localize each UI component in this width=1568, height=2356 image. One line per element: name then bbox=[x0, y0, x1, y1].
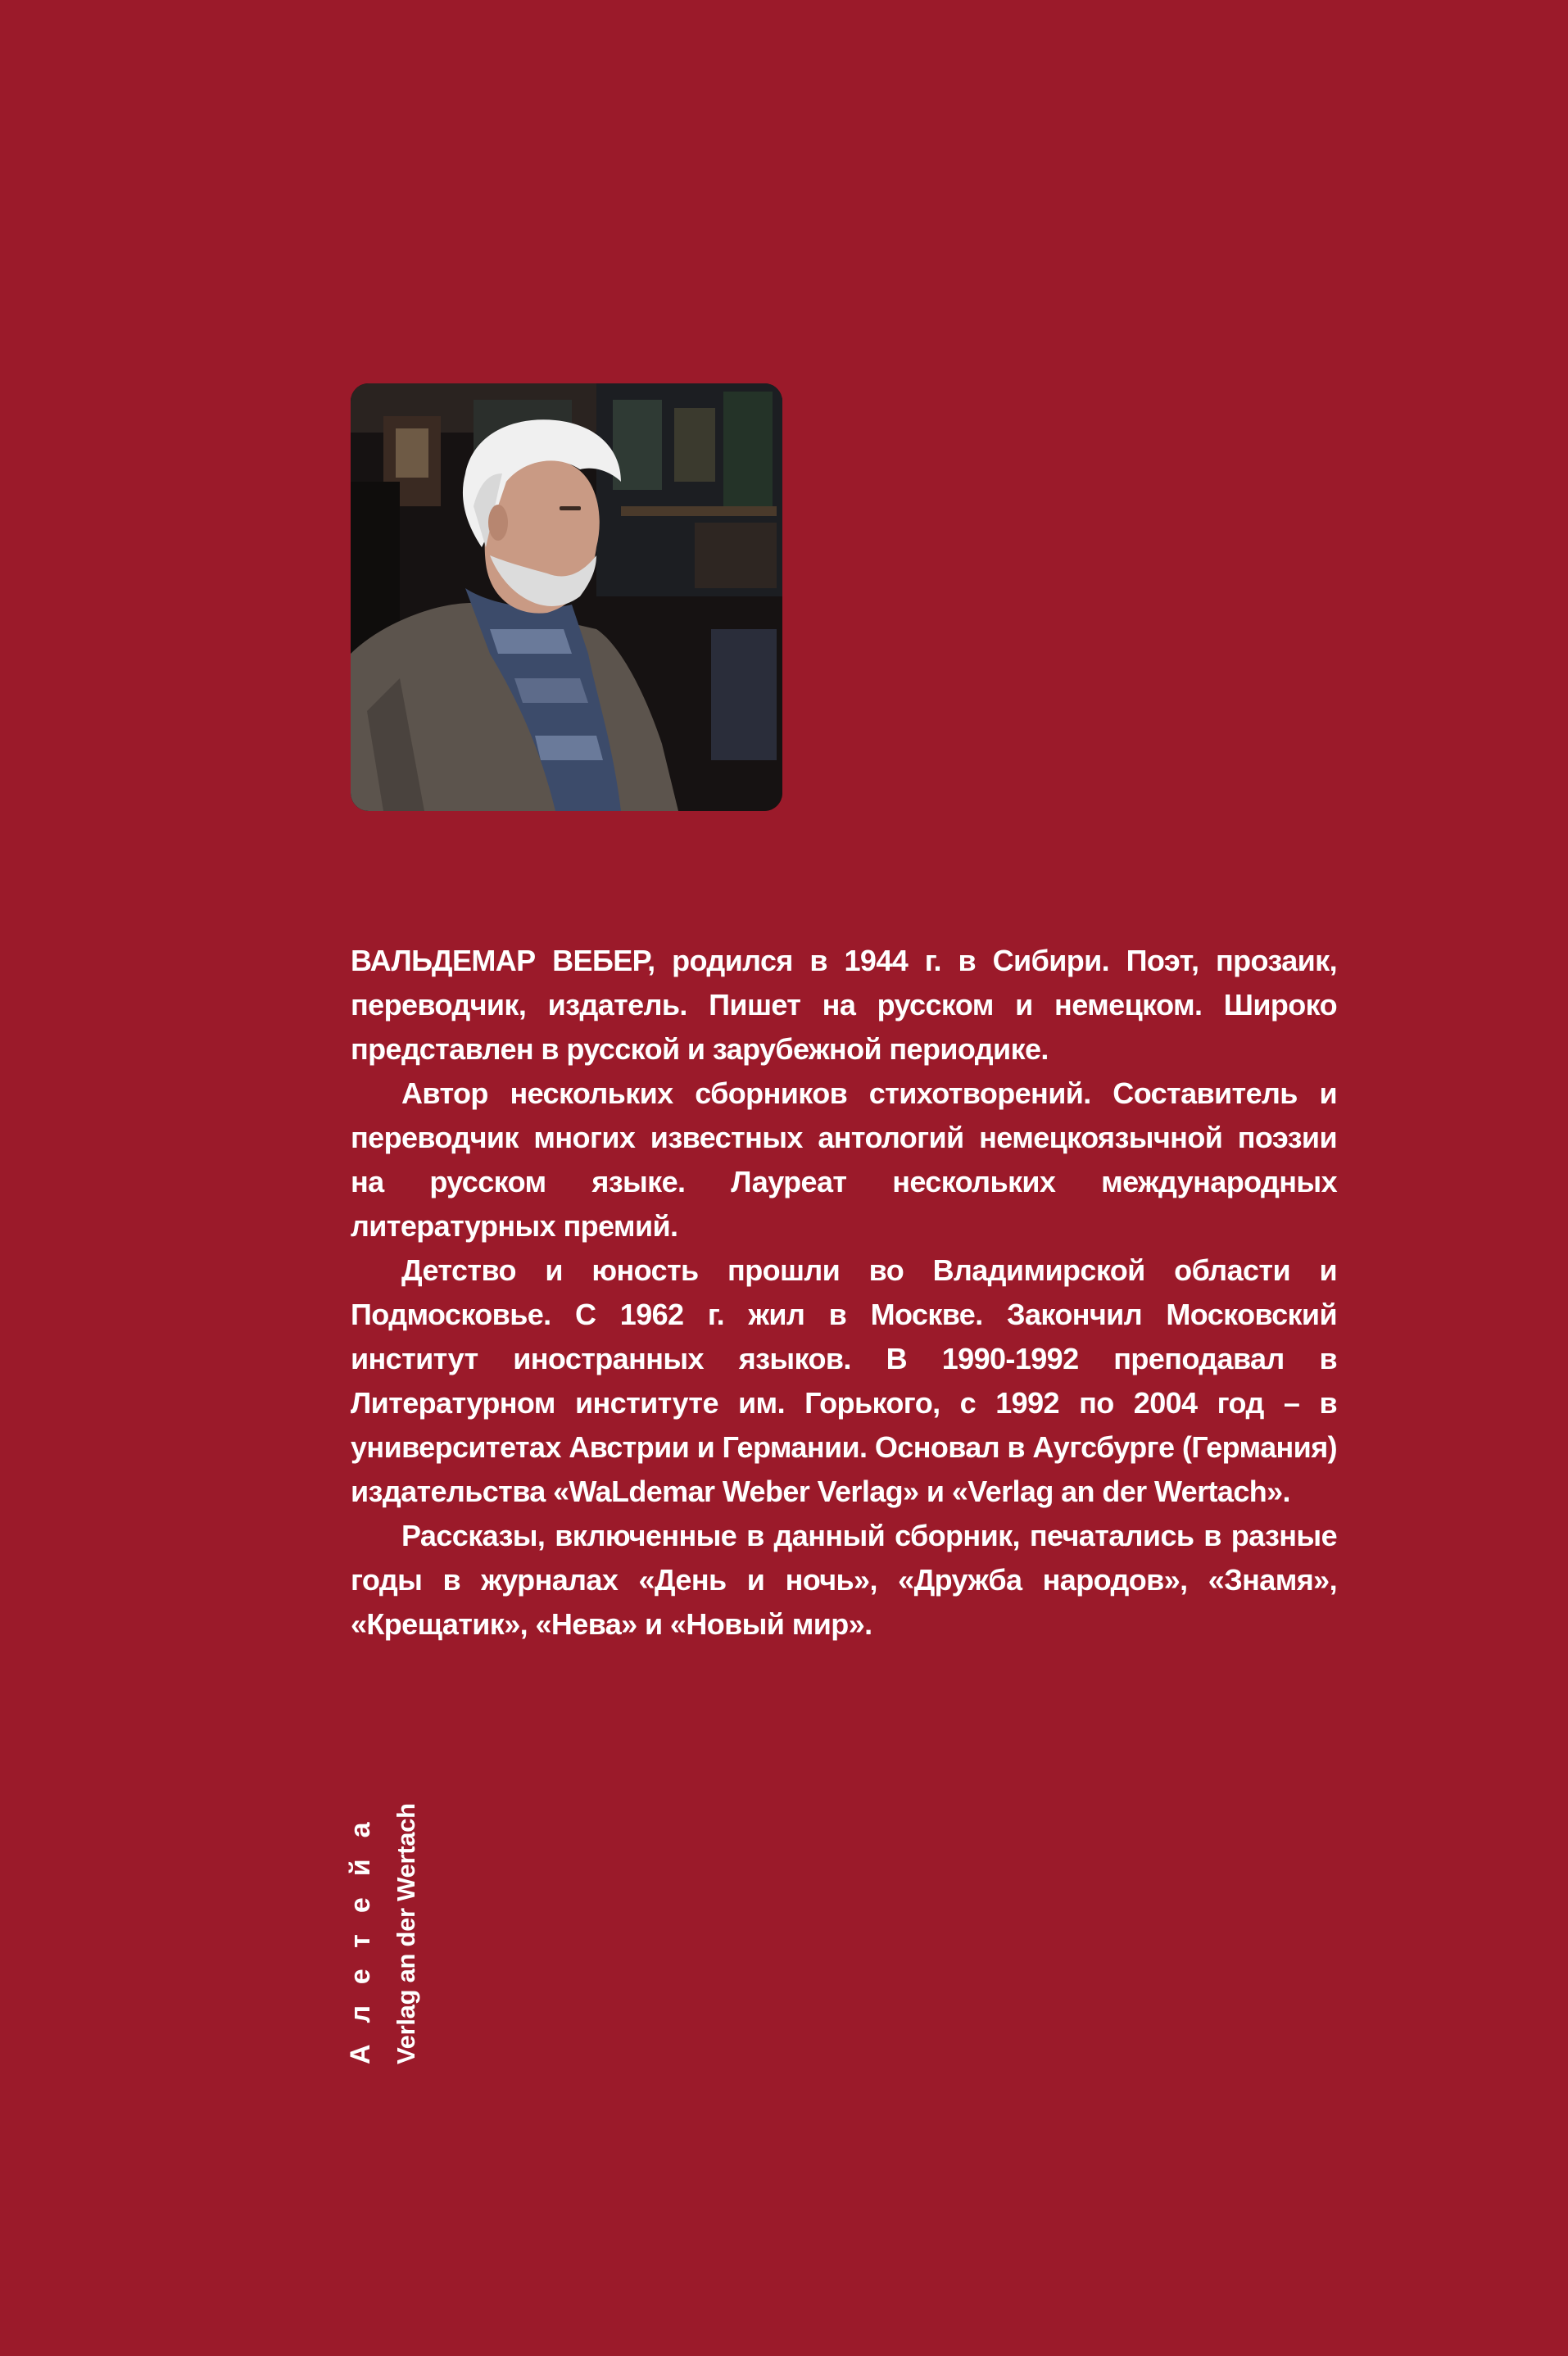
author-portrait-image bbox=[351, 383, 782, 811]
publisher-name-primary: Алетейа bbox=[345, 1801, 376, 2064]
bio-paragraph-1 bbox=[351, 939, 1337, 1072]
bio-paragraph-2: Автор нескольких сборников стихотворений. Составитель и переводчик многих известных антологий немецкоязычной поэзии на русском языке. Лауреат нескольких международных литературных премий. bbox=[351, 1076, 1337, 1243]
bio-paragraph-4: Рассказы, включенные в данный сборник, печатались в разные годы в журналах «День и ночь», «Дружба народов», «Знамя», «Крещатик», «Нева» и «Новый мир». bbox=[351, 1519, 1337, 1641]
publisher-imprint bbox=[334, 1786, 433, 2064]
bio-paragraph-3: Детство и юность прошли во Владимирской области и Подмосковье. С 1962 г. жил в Москве. Закончил Московский институт иностранных языков. В 1990-1992 преподавал в Литературном институте им. Горького, с 1992 по 2004 год – в университетах Австрии и Германии. Основал в Аугсбурге (Германия) издательства «WaLdemar Weber Verlag» и «Verlag an der Wertach». bbox=[351, 1253, 1337, 1508]
author-name: ВАЛЬДЕМАР ВЕБЕР bbox=[351, 944, 648, 977]
publisher-name-secondary: Verlag an der Wertach bbox=[392, 1803, 420, 2064]
bio-paragraph-1-text: , родился в 1944 г. в Сибири. Поэт, прозаик, переводчик, издатель. Пишет на русском и немецком. Широко представлен в русской и зарубежной периодике. bbox=[351, 944, 1337, 1066]
author-biography bbox=[351, 939, 1337, 1647]
author-photo bbox=[351, 383, 782, 811]
